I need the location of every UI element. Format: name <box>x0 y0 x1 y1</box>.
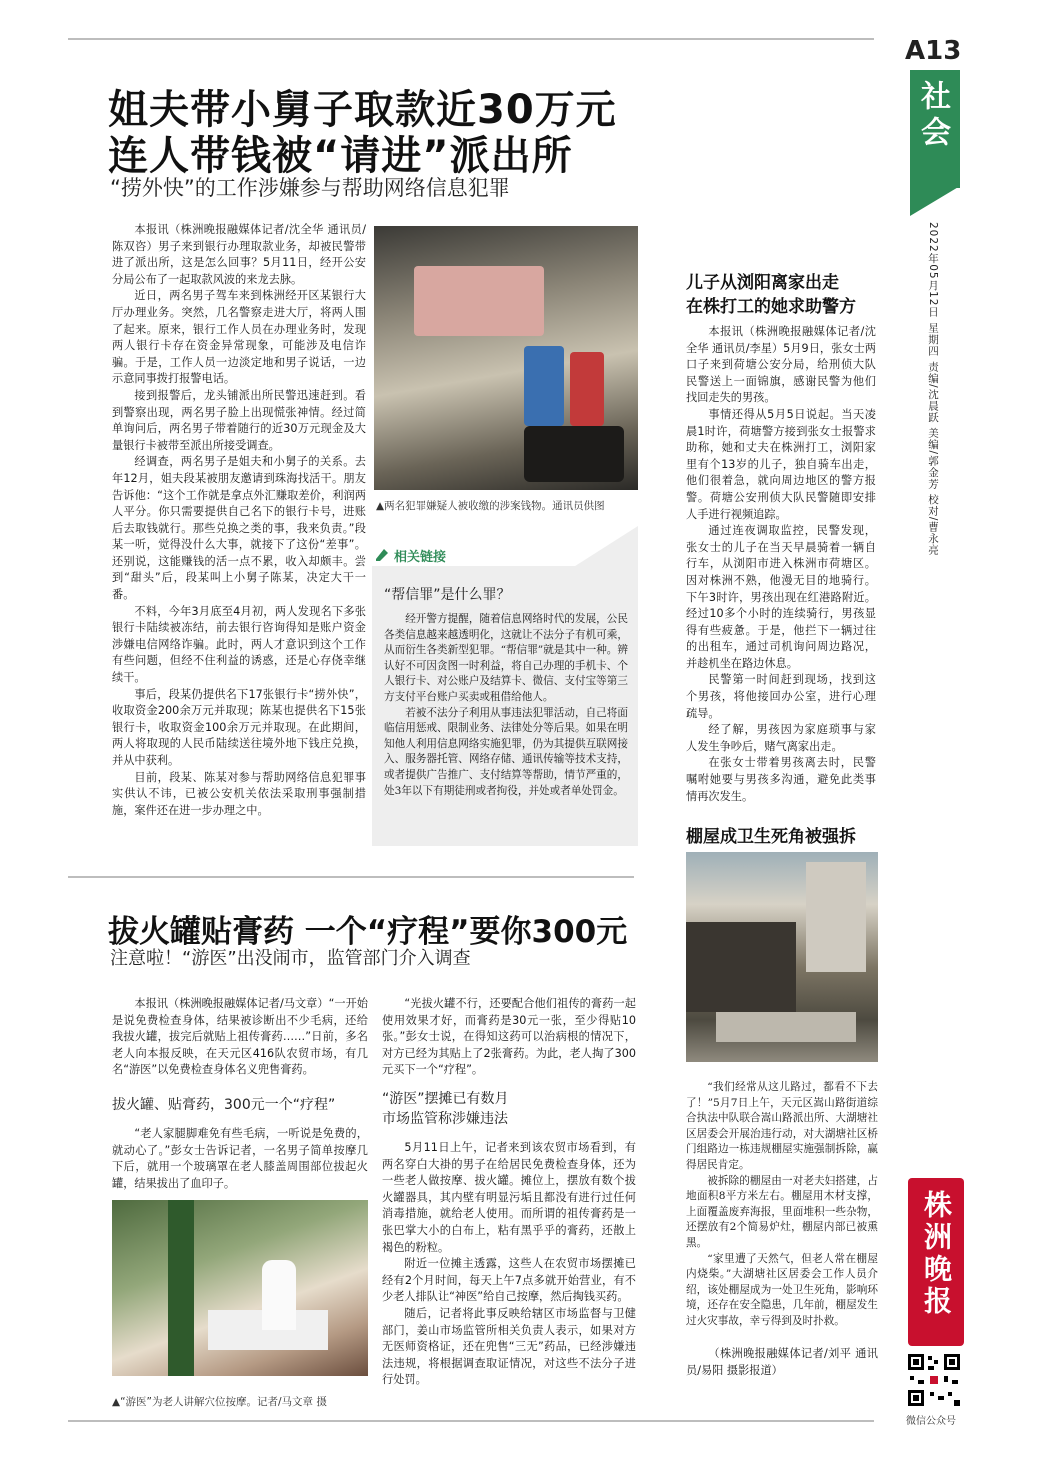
photo-pos-terminal <box>524 346 564 426</box>
wechat-label: 微信公众号 <box>906 1416 956 1427</box>
story3-photo <box>686 852 878 1062</box>
story1-body <box>112 222 366 856</box>
photo-building <box>806 862 866 972</box>
related-tag-label: 相关链接 <box>394 549 447 565</box>
photo-cash-stack <box>414 266 544 336</box>
related-tag <box>374 544 446 566</box>
story1-paragraph: 本报讯（株洲晚报融媒体记者/沈全华 通讯员/陈双咨）男子来到银行办理取款业务，却被民警带进了派出所，这是怎么回事？5月11日，经开公安分局公布了一起取款风波的来龙去脉。 <box>112 223 366 286</box>
story1-headline-line2: 连人带钱被“请进”派出所 <box>108 133 573 179</box>
related-paragraph: 经开警方提醒，随着信息网络时代的发展，公民各类信息越来越透明化，这就让不法分子有机可乘，从而衍生各类新型犯罪。“帮信罪”就是其中一种。辨认好不可因贪图一时利益，将自己办理的手机卡、个人银行卡、对公账户及结算卡、微信、支付宝等第三方支付平台账户买卖或租借给他人。 <box>384 613 628 703</box>
story4-body-c <box>382 1140 636 1412</box>
story4-subhead: 注意啦！“游医”出没闹市，监管部门介入调查 <box>110 948 471 969</box>
date-line: 2022年05月12日 星期四 责编/沈晨跃 美编/郭金芳 校对/曹永亮 <box>927 222 939 556</box>
story4-paragraph: 随后，记者将此事反映给辖区市场监督与卫健部门，姜山市场监管所相关负责人表示，如果对方无医师资格证，还在兜售“三无”药品，已经涉嫌违法违规，将根据调查取证情况，对这些不法分子进行处罚。 <box>382 1306 636 1387</box>
related-paragraph: 若被不法分子利用从事违法犯罪活动，自己将面临信用惩戒、限制业务、法律处分等后果。如果在明知他人利用信息网络实施犯罪，仍为其提供互联网接入、服务器托管、网络存储、通讯传输等技术支持，或者提供广告推广、支付结算等帮助，情节严重的，处3年以下有期徒刑或者拘役，并处或者单处罚金。 <box>384 706 628 797</box>
pencil-icon <box>374 547 390 563</box>
middle-rule <box>68 876 634 878</box>
story1-paragraph: 不料，今年3月底至4月初，两人发现名下多张银行卡陆续被冻结，前去银行咨询得知是账户资金涉嫌电信网络诈骗。此时，两人才意识到这个工作有些问题，但经不住利益的诱惑，还是心存侥幸继续干。 <box>112 604 366 685</box>
photo-debris <box>716 1012 856 1042</box>
story4-section-title-b-line1: “游医”摆摊已有数月 <box>382 1091 509 1107</box>
story2-paragraph: 在张女士带着男孩离去时，民警嘱咐她要与男孩多沟通，避免此类事情再次发生。 <box>686 756 876 803</box>
top-rule <box>68 38 874 40</box>
story1-subhead: “捞外快”的工作涉嫌参与帮助网络信息犯罪 <box>110 176 510 200</box>
story4-paragraph: “光拔火罐不行，还要配合他们祖传的膏药一起使用效果才好，而膏药是30元一张，至少得贴10张。”彭女士说，在得知这药可以治病根的情况下，对方已经为其贴上了2张膏药。为此，老人掏了300元买下一个“疗程”。 <box>382 997 636 1077</box>
story3-byline <box>686 1346 878 1386</box>
story3-byline-text: （株洲晚报融媒体记者/刘平 通讯员/易阳 摄影报道） <box>686 1347 878 1377</box>
newspaper-logo-text: 株洲晚报 <box>920 1190 953 1318</box>
story4-headline: 拔火罐贴膏药 一个“疗程”要你300元 <box>108 914 628 950</box>
story2-body <box>686 324 876 803</box>
story2-paragraph: 事情还得从5月5日说起。当天凌晨1时许，荷塘警方接到张女士报警求助称，她和丈夫在株洲打工，浏阳家里有个13岁的儿子，独自骑车出走，他们很着急，就向周边地区的警方报警。荷塘公安刑侦大队民警随即安排人手进行视频追踪。 <box>686 407 876 521</box>
story4-section-title-a: 拔火罐、贴膏药，300元一个“疗程” <box>112 1097 336 1113</box>
section-tab-tail <box>910 186 960 216</box>
story2-headline-line2: 在株打工的她求助警方 <box>686 297 856 317</box>
story3-headline: 棚屋成卫生死角被强拆 <box>686 827 856 847</box>
story4-paragraph: 本报讯（株洲晚报融媒体记者/马文章）“一开始是说免费检查身体，结果被诊断出不少毛病，还给我拔火罐，拔完后就贴上祖传膏药……”日前，多名老人向本报反映，在天元区416队农贸市场，有几名“游医”以免费检查身体名义兜售膏药。 <box>112 997 368 1077</box>
story2-paragraph: 民警第一时间赶到现场，找到这个男孩，将他接回办公室，进行心理疏导。 <box>686 673 876 720</box>
story1-headline-line1: 姐夫带小舅子取款近30万元 <box>108 87 617 133</box>
story4-body-b <box>382 996 636 1080</box>
story4-lead <box>112 996 368 1080</box>
related-question: “帮信罪”是什么罪？ <box>384 587 511 603</box>
photo-pos-terminal <box>570 352 604 426</box>
related-box-corner <box>572 526 638 568</box>
story4-photo-caption: ▲“游医”为老人讲解穴位按摩。记者/马文章 摄 <box>112 1396 327 1408</box>
story1-photo-caption: ▲两名犯罪嫌疑人被收缴的涉案钱物。通讯员供图 <box>376 500 605 512</box>
qr-code-icon <box>906 1352 962 1408</box>
story2-paragraph: 经了解，男孩因为家庭琐事与家人发生争吵后，赌气离家出走。 <box>686 723 876 753</box>
story1-paragraph: 近日，两名男子驾车来到株洲经开区某银行大厅办理业务。突然，几名警察走进大厅，将两人围了起来。原来，银行工作人员在办理业务时，发现两人银行卡存在资金异常现象，可能涉及电信诈骗。于是，工作人员一边淡定地和男子说话，一边示意同事拨打报警电话。 <box>112 289 366 386</box>
story1-photo <box>374 226 638 490</box>
photo-shed <box>686 922 796 1012</box>
story3-paragraph: 被拆除的棚屋由一对老夫妇搭建，占地面积8平方米左右。棚屋用木材支撑，上面覆盖废弃海报，里面堆积一些杂物，还摆放有2个简易炉灶，棚屋内部已被熏黑。 <box>686 1174 878 1249</box>
section-label: 社会 <box>915 80 950 152</box>
story1-paragraph: 事后，段某仍提供名下17张银行卡“捞外快”，收取资金200余万元并取现；陈某也提供名下15张银行卡，收取资金100余万元并取现。在此期间，两人将取现的人民币陆续送往境外地下钱庄兑换，并从中获利。 <box>112 687 366 767</box>
related-body <box>384 612 628 836</box>
story4-paragraph: “老人家腿脚难免有些毛病，一听说是免费的，就动心了。”彭女士告诉记者，一名男子简单按摩几下后，就用一个玻璃罩在老人膝盖周围部位拔起火罐，结果拔出了血印子。 <box>112 1127 368 1190</box>
page-number: A13 <box>905 36 962 66</box>
photo-person <box>262 1260 296 1330</box>
story3-paragraph: “家里遭了天然气，但老人常在棚屋内烧柴。”大湖塘社区居委会工作人员介绍，该处棚屋成为一处卫生死角，影响环境，还存在安全隐患，几年前，棚屋发生过火灾事故，幸亏得到及时扑救。 <box>686 1252 878 1327</box>
story4-body-a <box>112 1126 368 1194</box>
story3-body <box>686 1080 878 1342</box>
photo-pillar <box>168 1200 194 1376</box>
story1-paragraph: 经调查，两名男子是姐夫和小舅子的关系。去年12月，姐夫段某被朋友邀请到珠海找活干。朋友告诉他：“这个工作就是拿点外汇赚取差价，利润两人平分。你只需要提供自己名下的银行卡号，进账后去取钱就行。那些兑换之类的事，我来负责。”段某一听，觉得没什么大事，就接下了这份“差事”。还别说，这能赚钱的活一点不累，收入却颇丰。尝到“甜头”后，段某叫上小舅子陈某，决定大干一番。 <box>112 455 366 602</box>
story1-paragraph: 接到报警后，龙头铺派出所民警迅速赶到。看到警察出现，两名男子脸上出现慌张神情。经过简单询问后，两名男子带着随行的近30万元现金及大量银行卡被带至派出所接受调查。 <box>112 388 366 452</box>
story1-paragraph: 目前，段某、陈某对参与帮助网络信息犯罪事实供认不讳，已被公安机关依法采取刑事强制措施，案件还在进一步办理之中。 <box>112 770 366 817</box>
bottom-rule <box>68 1420 874 1422</box>
story4-section-title-b-line2: 市场监管称涉嫌违法 <box>382 1111 508 1127</box>
story4-paragraph: 5月11日上午，记者来到该农贸市场看到，有两名穿白大褂的男子在给居民免费检查身体，还为一些老人做按摩、拔火罐。摊位上，摆放有数个拔火罐器具，其内壁有明显污垢且都没有进行过任何消毒措施，就给老人使用。而所谓的祖传膏药是一张巴掌大小的白布上，粘有黑乎乎的膏药，还散上褐色的粉粒。 <box>382 1141 636 1254</box>
newspaper-logo <box>908 1178 964 1346</box>
story2-headline-line1: 儿子从浏阳离家出走 <box>686 273 839 293</box>
story2-paragraph: 本报讯（株洲晚报融媒体记者/沈全华 通讯员/李星）5月9日，张女士两口子来到荷塘公安分局，给刑侦大队民警送上一面锦旗，感谢民警为他们找回走失的男孩。 <box>686 325 876 405</box>
story2-paragraph: 通过连夜调取监控，民警发现，张女士的儿子在当天早晨骑着一辆自行车，从浏阳市进入株洲市荷塘区。因对株洲不熟，他漫无目的地骑行。下午3时许，男孩出现在红港路附近。经过10多个小时的连续骑行，男孩显得有些疲惫。于是，他拦下一辆过往的出租车，通过司机询问周边路况，并趁机坐在路边休息。 <box>686 524 876 670</box>
story3-paragraph: “我们经常从这儿路过，都看不下去了！”5月7日上午，天元区嵩山路街道综合执法中队联合嵩山路派出所、大湖塘社区居委会开展治违行动，对大湖塘社区桥门组路边一栋违规棚屋实施强制拆除，赢得居民肯定。 <box>686 1081 878 1171</box>
photo-card-wallet <box>524 426 624 482</box>
story4-photo <box>112 1200 368 1376</box>
story4-paragraph: 附近一位摊主透露，这些人在农贸市场摆摊已经有2个月时间，每天上午7点多就开始营业，有不少老人排队让“神医”给自己按摩，然后掏钱买药。 <box>382 1257 636 1304</box>
